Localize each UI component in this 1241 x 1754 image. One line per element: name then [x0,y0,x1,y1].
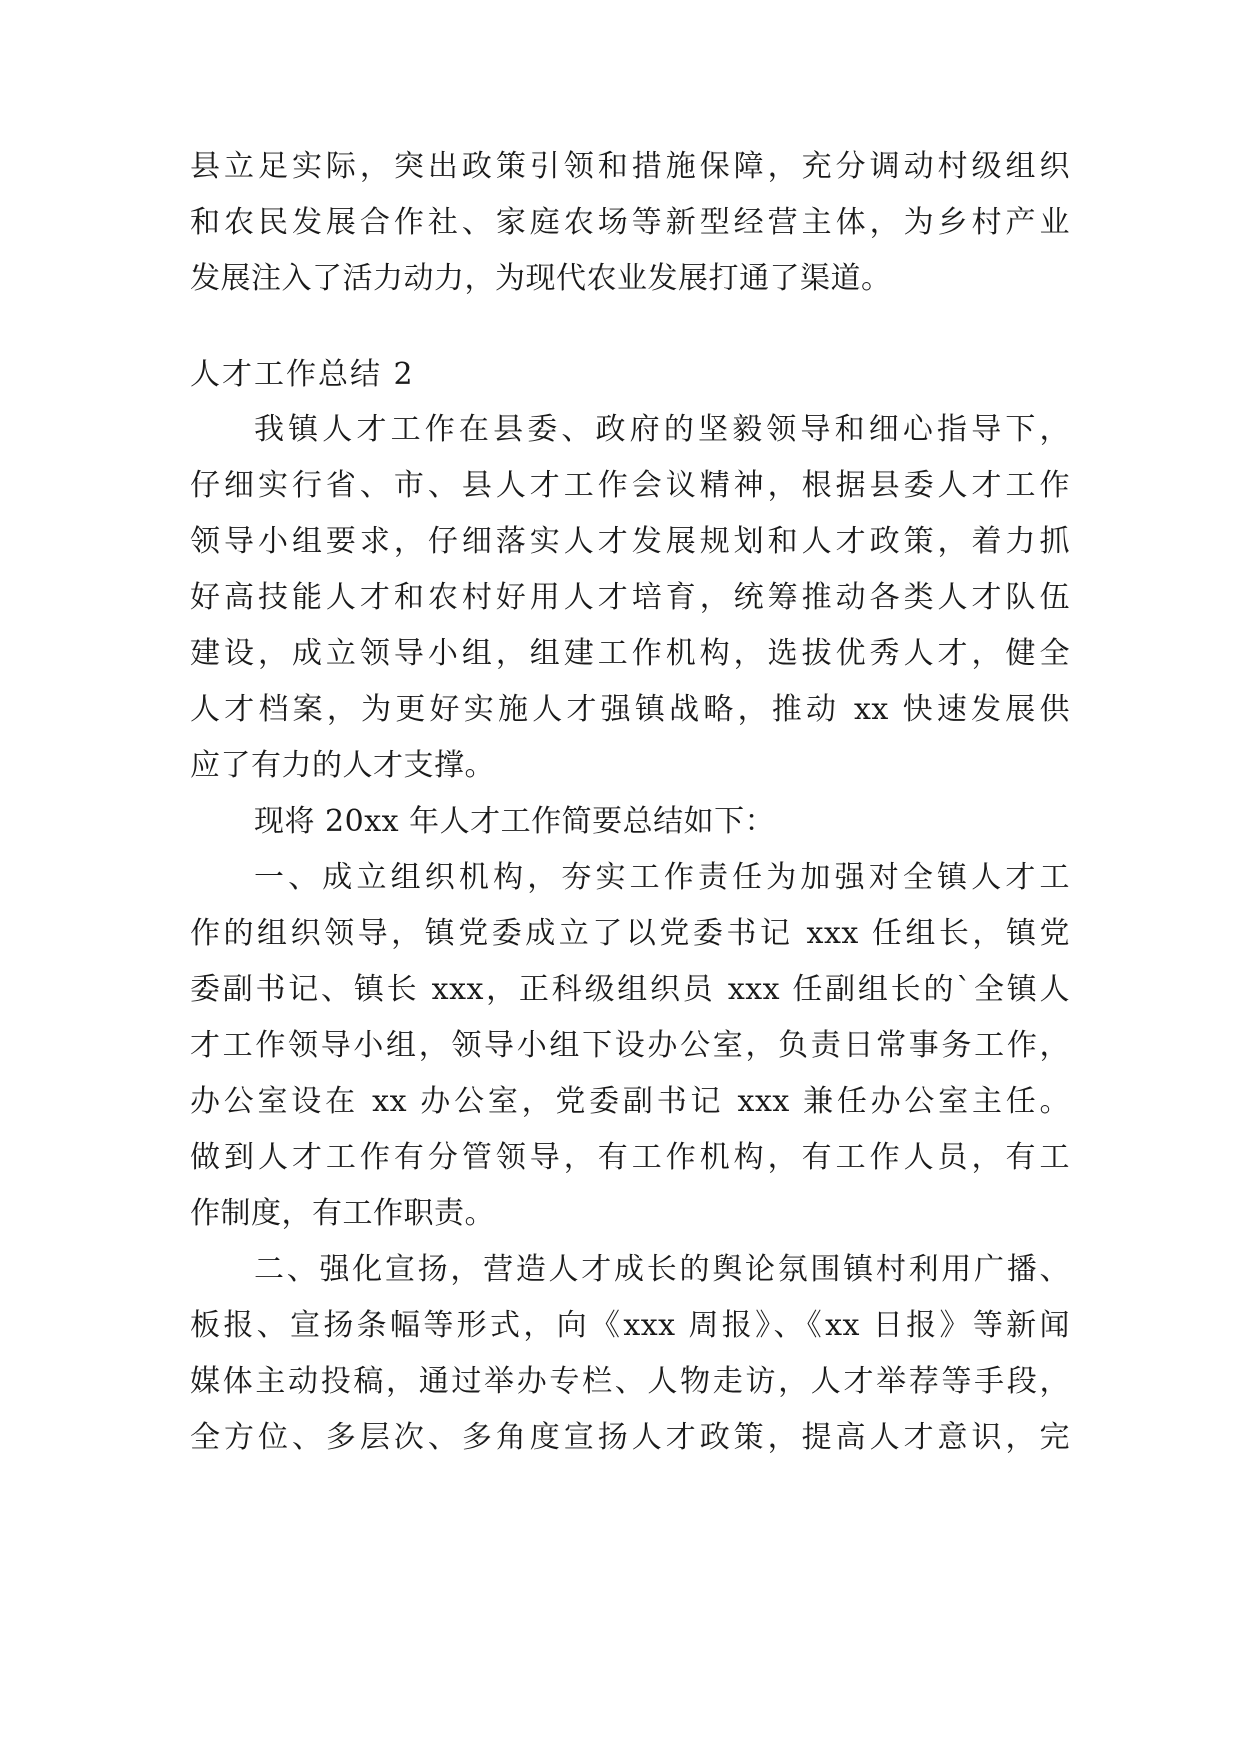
paragraph-line: 委副书记、镇长 xxx，正科级组织员 xxx 任副组长的`全镇人 [190,972,1070,1007]
paragraph-line: 媒体主动投稿，通过举办专栏、人物走访，人才举荐等手段， [190,1364,1070,1399]
paragraph-line: 作制度，有工作职责。 [190,1196,495,1231]
paragraph-line: 我镇人才工作在县委、政府的坚毅领导和细心指导下， [254,412,1070,447]
paragraph-line: 才工作领导小组，领导小组下设办公室，负责日常事务工作， [190,1028,1070,1063]
paragraph-line: 做到人才工作有分管领导，有工作机构，有工作人员，有工 [190,1140,1070,1175]
intro-line: 发展注入了活力动力，为现代农业发展打通了渠道。 [190,261,892,296]
intro-line: 县立足实际，突出政策引领和措施保障，充分调动村级组织 [190,149,1070,184]
intro-line: 和农民发展合作社、家庭农场等新型经营主体，为乡村产业 [190,205,1070,240]
paragraph-line: 人才档案，为更好实施人才强镇战略，推动 xx 快速发展供 [190,692,1070,727]
paragraph-line: 全方位、多层次、多角度宣扬人才政策，提高人才意识，完 [190,1420,1070,1455]
paragraph-line: 办公室设在 xx 办公室，党委副书记 xxx 兼任办公室主任。 [190,1084,1070,1119]
paragraph-line: 一、成立组织机构，夯实工作责任为加强对全镇人才工 [254,860,1070,895]
paragraph-line: 仔细实行省、市、县人才工作会议精神，根据县委人才工作 [190,468,1070,503]
paragraph-line: 作的组织领导，镇党委成立了以党委书记 xxx 任组长，镇党 [190,916,1070,951]
paragraph-line: 板报、宣扬条幅等形式，向《xxx 周报》、《xx 日报》等新闻 [190,1308,1070,1343]
paragraph-line: 二、强化宣扬，营造人才成长的舆论氛围镇村利用广播、 [254,1252,1070,1287]
paragraph-line: 好高技能人才和农村好用人才培育，统筹推动各类人才队伍 [190,580,1070,615]
paragraph-line: 领导小组要求，仔细落实人才发展规划和人才政策，着力抓 [190,524,1070,559]
section-title: 人才工作总结 2 [190,357,415,392]
paragraph-line: 建设，成立领导小组，组建工作机构，选拔优秀人才，健全 [190,636,1070,671]
paragraph-line: 应了有力的人才支撑。 [190,748,495,783]
paragraph-line: 现将 20xx 年人才工作简要总结如下： [254,804,776,839]
